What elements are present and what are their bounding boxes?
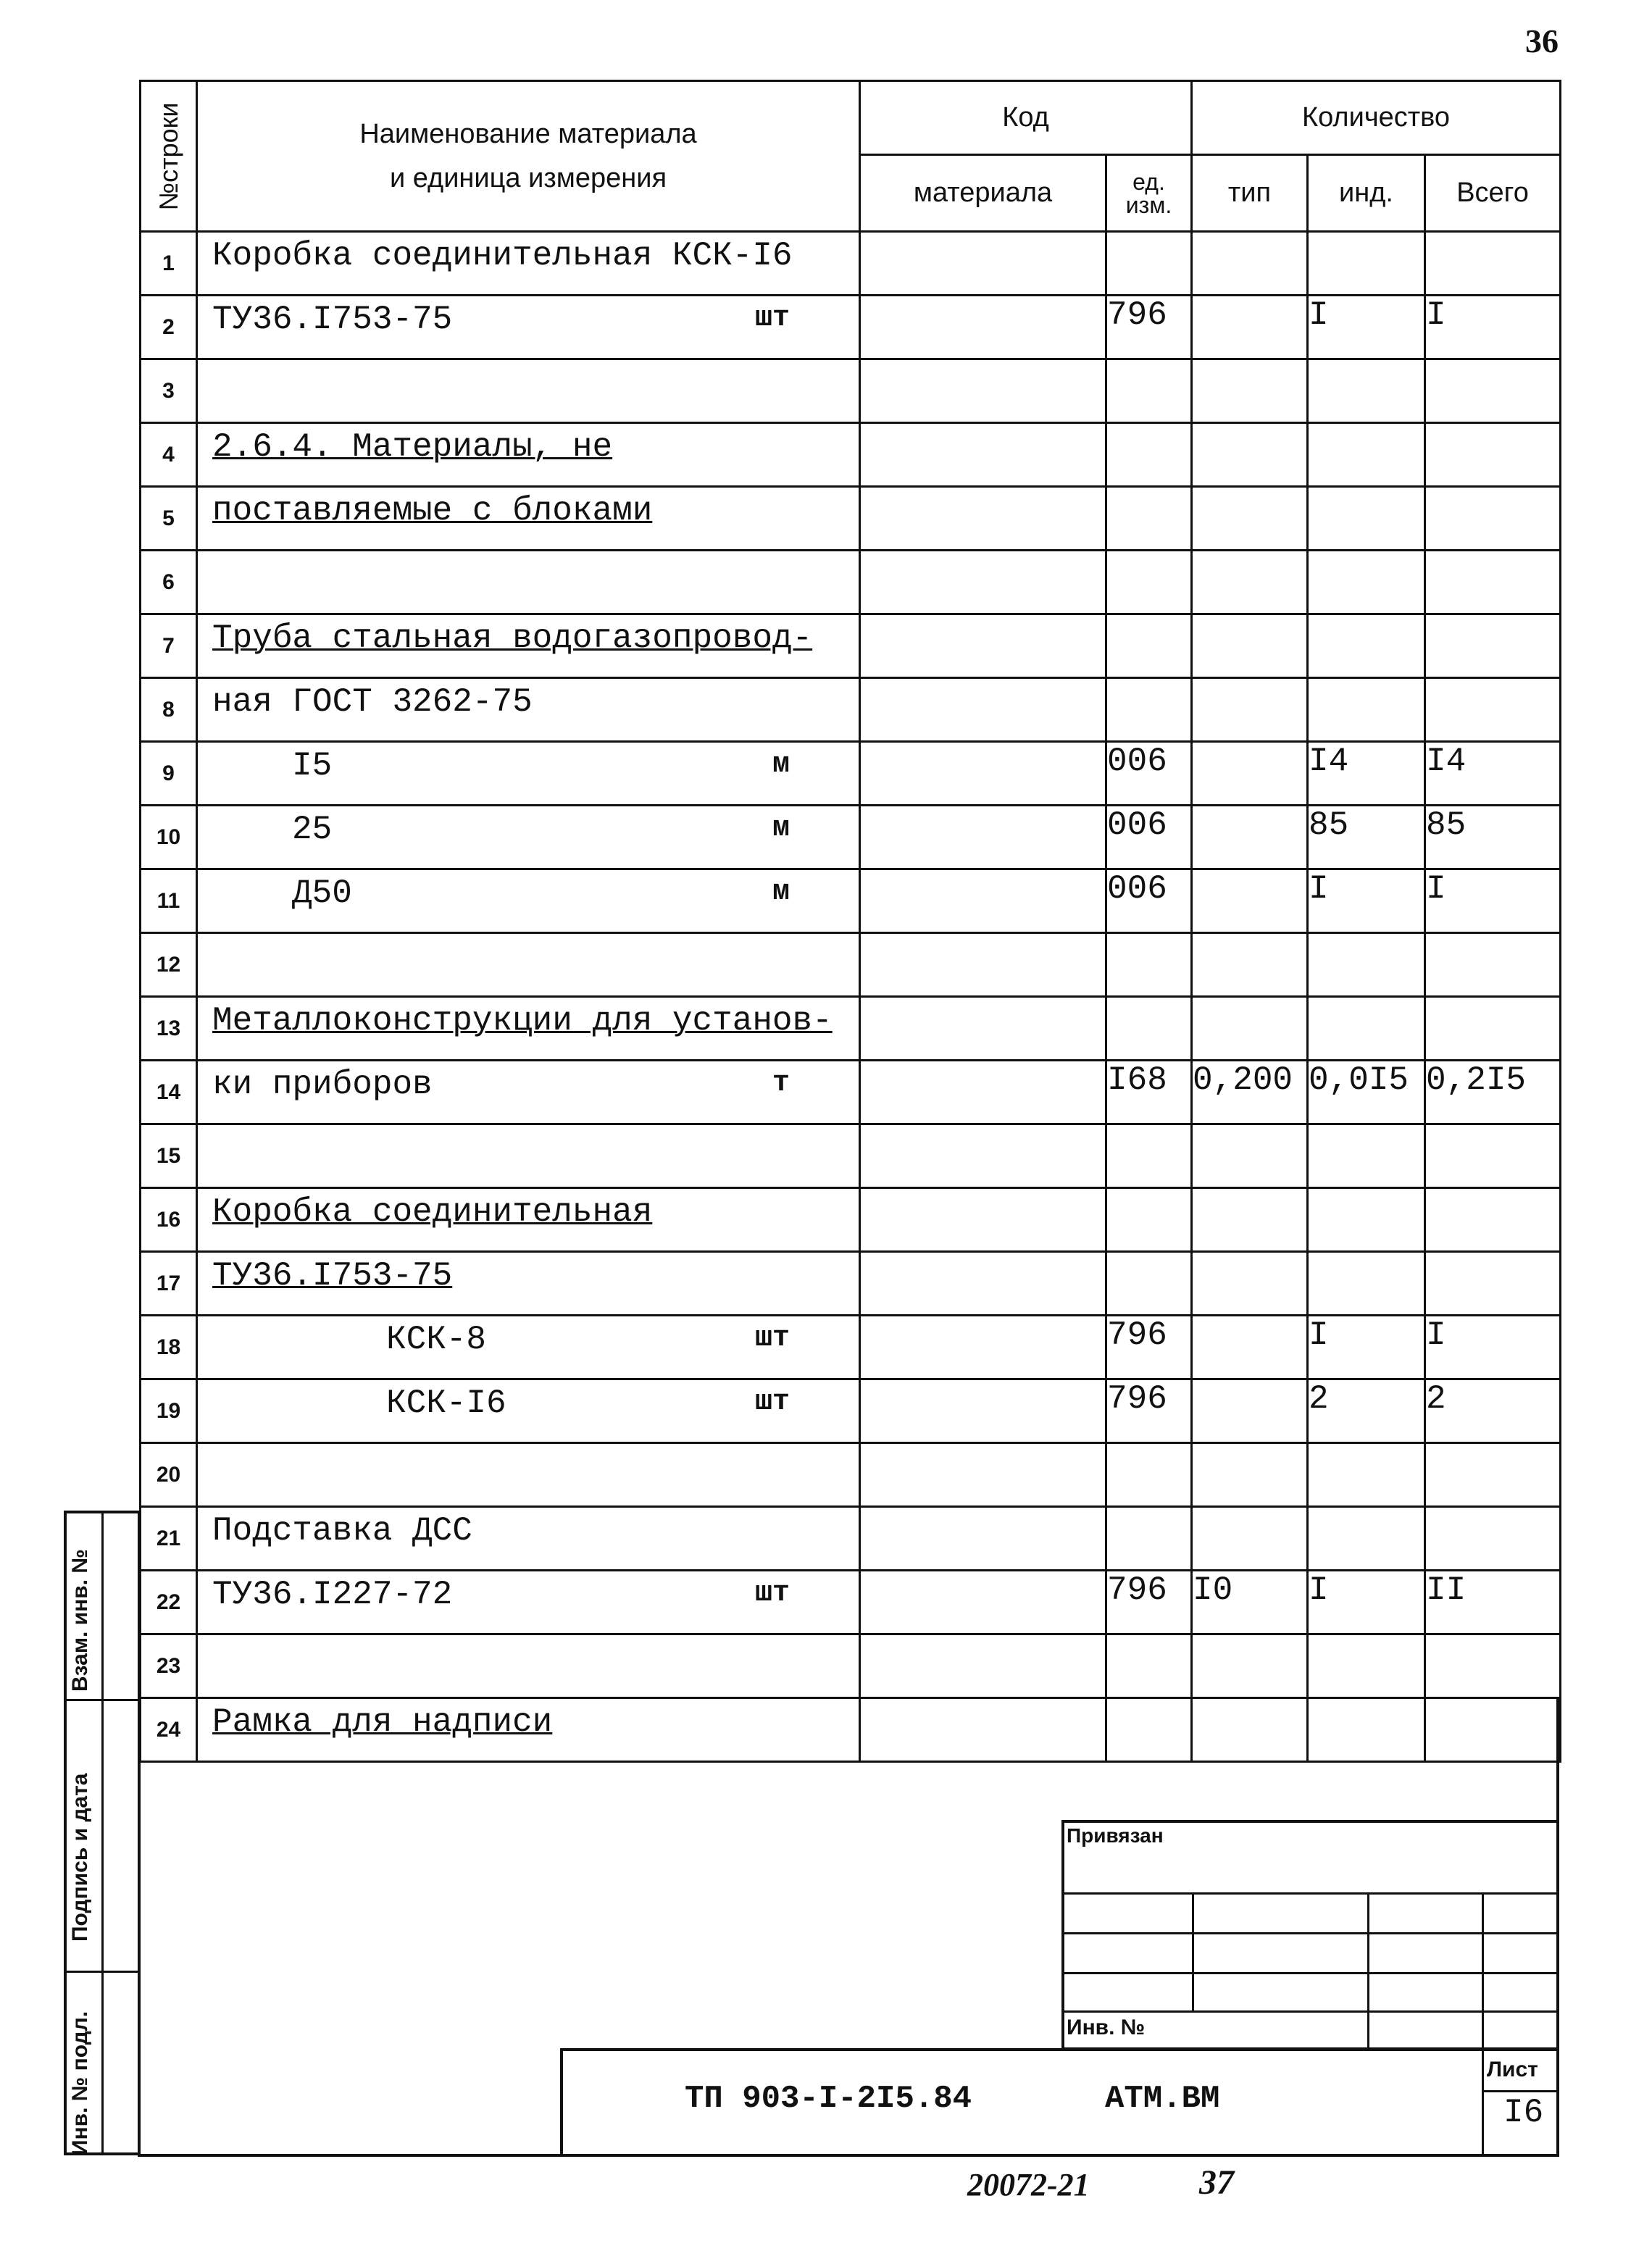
table-row [141, 933, 1561, 997]
ind-qty [1308, 1634, 1425, 1698]
ind-qty [1308, 933, 1425, 997]
table-row [141, 869, 1561, 933]
total-qty: I [1425, 1316, 1561, 1379]
unit-code [1106, 614, 1192, 678]
type-qty [1192, 869, 1308, 933]
total-qty: I [1425, 296, 1561, 359]
document-mark: АТМ.ВМ [1105, 2081, 1220, 2117]
material-name: ки приборов [212, 1066, 433, 1103]
stamp-hline-3 [1061, 1972, 1559, 1974]
total-qty [1425, 1252, 1561, 1316]
unit-code [1106, 1124, 1192, 1188]
row-number: 11 [141, 869, 197, 933]
material-code [860, 1379, 1106, 1443]
ind-qty: I4 [1308, 742, 1425, 806]
total-qty [1425, 1124, 1561, 1188]
unit: шт [754, 302, 790, 335]
table-row [141, 1252, 1561, 1316]
material-code [860, 1252, 1106, 1316]
inv-podl-label: Инв. № подл. [68, 2010, 92, 2155]
side-strip-line-2 [64, 1971, 141, 1973]
row-number: 17 [141, 1252, 197, 1316]
ind-qty: I [1308, 1571, 1425, 1634]
row-number: 23 [141, 1634, 197, 1698]
table-row [141, 806, 1561, 869]
type-qty [1192, 1507, 1308, 1571]
material-code [860, 487, 1106, 551]
type-qty [1192, 1124, 1308, 1188]
total-qty [1425, 933, 1561, 997]
stamp-hline-2 [1061, 1932, 1559, 1934]
unit-code [1106, 1443, 1192, 1507]
ind-qty: I [1308, 1316, 1425, 1379]
row-number: 2 [141, 296, 197, 359]
table-row [141, 359, 1561, 423]
unit: шт [754, 1322, 790, 1355]
total-qty [1425, 1634, 1561, 1698]
ind-qty [1308, 232, 1425, 296]
ind-header: инд. [1308, 155, 1425, 232]
material-code [860, 742, 1106, 806]
row-number-header: №строки [141, 81, 197, 232]
material-name: ТУ36.I753-75 [212, 301, 453, 338]
material-code [860, 614, 1106, 678]
table-row [141, 1379, 1561, 1443]
material-code [860, 1188, 1106, 1252]
material-code [860, 806, 1106, 869]
unit-code [1106, 997, 1192, 1061]
row-number: 19 [141, 1379, 197, 1443]
row-number: 13 [141, 997, 197, 1061]
material-code [860, 1634, 1106, 1698]
type-qty [1192, 487, 1308, 551]
stamp-hline-4 [1061, 2010, 1559, 2013]
material-name-cell [197, 296, 860, 359]
material-name-cell [197, 1571, 860, 1634]
material-name-cell [197, 359, 860, 423]
material-name-cell [197, 678, 860, 742]
type-qty [1192, 1443, 1308, 1507]
unit: шт [754, 1386, 790, 1419]
total-qty [1425, 487, 1561, 551]
ind-qty [1308, 1252, 1425, 1316]
material-name-cell [197, 1634, 860, 1698]
table-row [141, 423, 1561, 487]
table-row [141, 1571, 1561, 1634]
row-number: 14 [141, 1061, 197, 1124]
unit-code [1106, 551, 1192, 614]
material-name-cell [197, 1316, 860, 1379]
material-name: 2.6.4. Материалы, не [212, 428, 613, 466]
unit-code: 796 [1106, 1571, 1192, 1634]
type-qty [1192, 296, 1308, 359]
material-code [860, 1061, 1106, 1124]
ind-qty [1308, 1443, 1425, 1507]
material-name-cell [197, 997, 860, 1061]
material-name-cell [197, 1124, 860, 1188]
material-name-cell [197, 1061, 860, 1124]
material-name-cell [197, 806, 860, 869]
order-number: 20072-21 [967, 2167, 1090, 2202]
unit-code [1106, 487, 1192, 551]
table-row [141, 1188, 1561, 1252]
type-qty [1192, 423, 1308, 487]
material-code [860, 1124, 1106, 1188]
stamp-hline-1 [1061, 1892, 1559, 1895]
type-qty [1192, 1252, 1308, 1316]
material-name-cell [197, 1507, 860, 1571]
unit-code: 006 [1106, 806, 1192, 869]
material-name: поставляемые с блоками [212, 492, 653, 530]
unit-code [1106, 1252, 1192, 1316]
unit-code: I68 [1106, 1061, 1192, 1124]
row-number: 20 [141, 1443, 197, 1507]
total-qty: I4 [1425, 742, 1561, 806]
total-qty [1425, 359, 1561, 423]
inv-no-label: Инв. № [1067, 2016, 1146, 2039]
row-number: 16 [141, 1188, 197, 1252]
type-qty: 0,200 [1192, 1061, 1308, 1124]
ind-qty [1308, 1507, 1425, 1571]
material-name-cell [197, 232, 860, 296]
row-number: 24 [141, 1698, 197, 1762]
vzam-inv-label: Взам. инв. № [68, 1549, 92, 1692]
type-qty [1192, 933, 1308, 997]
row-number: 22 [141, 1571, 197, 1634]
row-number: 21 [141, 1507, 197, 1571]
type-qty [1192, 614, 1308, 678]
type-qty [1192, 551, 1308, 614]
row-number: 1 [141, 232, 197, 296]
material-code [860, 359, 1106, 423]
type-qty [1192, 1316, 1308, 1379]
material-code [860, 1507, 1106, 1571]
quantity-header: Количество [1192, 81, 1561, 155]
material-name: Труба стальная водогазопровод- [212, 619, 813, 657]
ind-qty: I [1308, 869, 1425, 933]
material-name-cell [197, 1252, 860, 1316]
unit-code: 006 [1106, 869, 1192, 933]
material-code [860, 296, 1106, 359]
material-name: Рамка для надписи [212, 1703, 553, 1741]
ind-qty [1308, 614, 1425, 678]
material-code-header: материала [860, 155, 1106, 232]
row-number: 3 [141, 359, 197, 423]
table-row [141, 1507, 1561, 1571]
stamp-vline-3 [1482, 1892, 1484, 2050]
table-row [141, 487, 1561, 551]
binding-label: Привязан [1067, 1824, 1164, 1847]
table-row [141, 1124, 1561, 1188]
table-row [141, 1061, 1561, 1124]
material-code [860, 1571, 1106, 1634]
material-name-cell [197, 1379, 860, 1443]
unit-code [1106, 359, 1192, 423]
ind-qty: 85 [1308, 806, 1425, 869]
material-name: КСК-I6 [386, 1385, 506, 1422]
unit: м [772, 748, 790, 781]
type-header: тип [1192, 155, 1308, 232]
ind-qty [1308, 1188, 1425, 1252]
ind-qty [1308, 423, 1425, 487]
material-code [860, 1443, 1106, 1507]
row-number: 5 [141, 487, 197, 551]
row-number: 7 [141, 614, 197, 678]
material-code [860, 869, 1106, 933]
material-name: Подставка ДСС [212, 1512, 472, 1550]
type-qty [1192, 997, 1308, 1061]
material-code [860, 997, 1106, 1061]
unit-code [1106, 933, 1192, 997]
material-name: Металлоконструкции для установ- [212, 1002, 833, 1040]
unit-code [1106, 232, 1192, 296]
material-code [860, 423, 1106, 487]
material-name: Д50 [292, 874, 352, 912]
total-qty [1425, 232, 1561, 296]
material-name: Коробка соединительная [212, 1193, 653, 1231]
type-qty [1192, 742, 1308, 806]
type-qty: I0 [1192, 1571, 1308, 1634]
total-qty [1425, 1443, 1561, 1507]
unit-code [1106, 423, 1192, 487]
sheet-number: I6 [1503, 2094, 1544, 2131]
material-code [860, 1316, 1106, 1379]
material-name-cell [197, 423, 860, 487]
type-qty [1192, 232, 1308, 296]
material-name-cell [197, 1188, 860, 1252]
document-code: ТП 903-I-2I5.84 [685, 2081, 972, 2117]
total-qty: 0,2I5 [1425, 1061, 1561, 1124]
ind-qty [1308, 551, 1425, 614]
stamp-vline-1 [1192, 1892, 1194, 2012]
unit-code-header: ед. изм. [1106, 155, 1192, 232]
material-name: I5 [292, 747, 333, 785]
total-qty [1425, 1188, 1561, 1252]
unit: т [772, 1067, 790, 1100]
sheet-label: Лист [1487, 2058, 1538, 2081]
material-code [860, 232, 1106, 296]
specification-table [139, 80, 1561, 1763]
row-number: 4 [141, 423, 197, 487]
material-name-cell [197, 614, 860, 678]
total-qty: II [1425, 1571, 1561, 1634]
material-name: ТУ36.I227-72 [212, 1576, 453, 1613]
ind-qty [1308, 487, 1425, 551]
total-qty [1425, 678, 1561, 742]
stamp-vline-2 [1367, 1892, 1369, 2050]
type-qty [1192, 806, 1308, 869]
material-name-cell [197, 933, 860, 997]
material-name: ТУ36.I753-75 [212, 1257, 453, 1295]
total-qty [1425, 614, 1561, 678]
total-qty [1425, 423, 1561, 487]
unit-code: 006 [1106, 742, 1192, 806]
unit: шт [754, 1577, 790, 1610]
page-number: 36 [1525, 22, 1559, 59]
row-number: 8 [141, 678, 197, 742]
ind-qty: 2 [1308, 1379, 1425, 1443]
table-row [141, 1316, 1561, 1379]
side-strip-line-1 [64, 1699, 141, 1701]
material-name-cell [197, 742, 860, 806]
material-name-header: Наименование материала и единица измерения [197, 81, 860, 232]
row-number: 6 [141, 551, 197, 614]
material-code [860, 933, 1106, 997]
code-header: Код [860, 81, 1192, 155]
unit-code [1106, 1507, 1192, 1571]
total-header: Всего [1425, 155, 1561, 232]
footer-page: 37 [1199, 2163, 1234, 2202]
table-row [141, 742, 1561, 806]
unit-code: 796 [1106, 1379, 1192, 1443]
row-number: 10 [141, 806, 197, 869]
total-qty: I [1425, 869, 1561, 933]
table-row [141, 997, 1561, 1061]
row-number: 15 [141, 1124, 197, 1188]
unit-code [1106, 678, 1192, 742]
ind-qty: I [1308, 296, 1425, 359]
type-qty [1192, 359, 1308, 423]
material-code [860, 551, 1106, 614]
material-name: КСК-8 [386, 1321, 487, 1358]
table-row [141, 1634, 1561, 1698]
unit-code: 796 [1106, 296, 1192, 359]
table-row [141, 296, 1561, 359]
unit: м [772, 876, 790, 909]
ind-qty [1308, 678, 1425, 742]
material-name: 25 [292, 811, 333, 848]
sheet-divider [1482, 2048, 1484, 2157]
material-name-cell [197, 551, 860, 614]
sheet-hline [1482, 2090, 1559, 2092]
type-qty [1192, 678, 1308, 742]
side-strip-divider [101, 1511, 104, 2155]
material-name-cell [197, 869, 860, 933]
unit-code: 796 [1106, 1316, 1192, 1379]
table-row [141, 614, 1561, 678]
total-qty: 85 [1425, 806, 1561, 869]
ind-qty: 0,0I5 [1308, 1061, 1425, 1124]
material-name: ная ГОСТ 3262-75 [212, 683, 533, 721]
unit-code [1106, 1634, 1192, 1698]
table-row [141, 1443, 1561, 1507]
signature-date-label: Подпись и дата [68, 1773, 92, 1942]
table-row [141, 232, 1561, 296]
type-qty [1192, 1634, 1308, 1698]
total-qty [1425, 997, 1561, 1061]
row-number: 12 [141, 933, 197, 997]
total-qty [1425, 551, 1561, 614]
material-name-cell [197, 1443, 860, 1507]
ind-qty [1308, 359, 1425, 423]
material-code [860, 678, 1106, 742]
ind-qty [1308, 1124, 1425, 1188]
type-qty [1192, 1188, 1308, 1252]
unit-code [1106, 1188, 1192, 1252]
unit: м [772, 812, 790, 845]
total-qty: 2 [1425, 1379, 1561, 1443]
total-qty [1425, 1507, 1561, 1571]
table-row [141, 551, 1561, 614]
row-number: 9 [141, 742, 197, 806]
row-number: 18 [141, 1316, 197, 1379]
material-name-cell [197, 487, 860, 551]
material-name: Коробка соединительная КСК-I6 [212, 237, 793, 275]
ind-qty [1308, 997, 1425, 1061]
table-row [141, 678, 1561, 742]
type-qty [1192, 1379, 1308, 1443]
